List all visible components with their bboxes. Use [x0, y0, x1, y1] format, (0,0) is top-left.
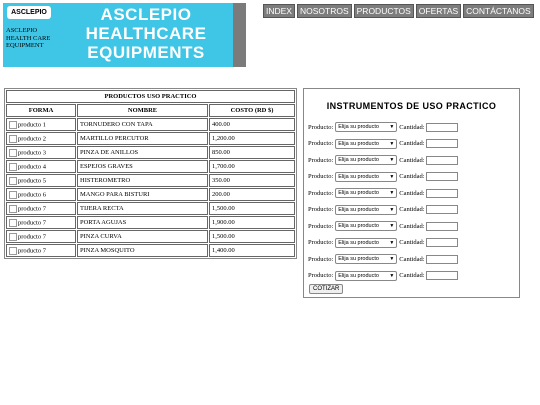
table-row	[6, 216, 295, 229]
qty-input[interactable]	[426, 189, 458, 198]
product-image	[6, 188, 76, 201]
broken-image-icon	[9, 205, 17, 213]
qty-label: Cantidad:	[399, 123, 425, 131]
table-row	[6, 118, 295, 131]
qty-label: Cantidad:	[399, 173, 425, 181]
products-table-container	[4, 88, 297, 259]
product-image	[6, 230, 76, 243]
product-label: Producto:	[308, 189, 334, 197]
chevron-down-icon: ▼	[389, 206, 395, 213]
product-select-value: Elija su producto	[338, 256, 379, 263]
product-name: PINZA MOSQUITO	[77, 244, 208, 257]
chevron-down-icon: ▼	[389, 239, 395, 246]
product-image	[6, 132, 76, 145]
product-name: HISTEROMETRO	[77, 174, 208, 187]
product-label: Producto:	[308, 222, 334, 230]
product-image	[6, 160, 76, 173]
table-row	[6, 146, 295, 159]
product-select-value: Elija su producto	[338, 190, 379, 197]
product-select[interactable]	[335, 188, 397, 198]
broken-image-icon	[9, 233, 17, 241]
header-nombre: NOMBRE	[77, 104, 208, 117]
order-row	[308, 218, 458, 235]
order-panel	[303, 88, 520, 298]
nav-contactanos[interactable]: CONTÁCTANOS	[463, 4, 534, 18]
nav-productos[interactable]: PRODUCTOS	[354, 4, 414, 18]
chevron-down-icon: ▼	[389, 124, 395, 131]
order-row	[308, 251, 458, 268]
product-name: PINZA DE ANILLOS	[77, 146, 208, 159]
product-cost: 850.00	[209, 146, 295, 159]
product-name: TIJERA RECTA	[77, 202, 208, 215]
product-image	[6, 244, 76, 257]
product-select-value: Elija su producto	[338, 272, 379, 279]
product-cost: 1,500.00	[209, 230, 295, 243]
product-image	[6, 216, 76, 229]
qty-label: Cantidad:	[399, 140, 425, 148]
product-name: MANGO PARA BISTURI	[77, 188, 208, 201]
logo-badge: ASCLEPIO	[7, 6, 51, 19]
product-label: Producto:	[308, 239, 334, 247]
table-row	[6, 188, 295, 201]
broken-image-icon	[9, 247, 17, 255]
product-image-alt: producto 7	[18, 204, 46, 212]
qty-input[interactable]	[426, 238, 458, 247]
product-image	[6, 146, 76, 159]
product-select-value: Elija su producto	[338, 239, 379, 246]
order-row	[308, 169, 458, 186]
product-name: PORTA AGUJAS	[77, 216, 208, 229]
broken-image-icon	[9, 191, 17, 199]
product-cost: 1,400.00	[209, 244, 295, 257]
product-select[interactable]	[335, 238, 397, 248]
qty-input[interactable]	[426, 271, 458, 280]
product-cost: 200.00	[209, 188, 295, 201]
qty-label: Cantidad:	[399, 156, 425, 164]
order-row	[308, 136, 458, 153]
product-image-alt: producto 1	[18, 120, 46, 128]
table-row	[6, 132, 295, 145]
products-table	[5, 89, 296, 258]
chevron-down-icon: ▼	[389, 157, 395, 164]
product-image-alt: producto 7	[18, 232, 46, 240]
product-image	[6, 174, 76, 187]
product-select-value: Elija su producto	[338, 206, 379, 213]
product-label: Producto:	[308, 255, 334, 263]
product-cost: 1,700.00	[209, 160, 295, 173]
product-label: Producto:	[308, 140, 334, 148]
chevron-down-icon: ▼	[389, 190, 395, 197]
product-label: Producto:	[308, 206, 334, 214]
product-select[interactable]	[335, 155, 397, 165]
chevron-down-icon: ▼	[389, 173, 395, 180]
table-row	[6, 230, 295, 243]
product-select-value: Elija su producto	[338, 173, 379, 180]
nav-ofertas[interactable]: OFERTAS	[416, 4, 461, 18]
header-forma: FORMA	[6, 104, 76, 117]
order-row	[308, 185, 458, 202]
qty-input[interactable]	[426, 255, 458, 264]
product-select[interactable]	[335, 254, 397, 264]
broken-image-icon	[9, 219, 17, 227]
product-select-value: Elija su producto	[338, 140, 379, 147]
table-row	[6, 160, 295, 173]
product-image-alt: producto 6	[18, 190, 46, 198]
product-image-alt: producto 3	[18, 148, 46, 156]
product-select[interactable]	[335, 122, 397, 132]
chevron-down-icon: ▼	[389, 140, 395, 147]
product-name: PINZA CURVA	[77, 230, 208, 243]
broken-image-icon	[9, 135, 17, 143]
table-row	[6, 174, 295, 187]
nav-index[interactable]: INDEX	[263, 4, 295, 18]
product-image	[6, 118, 76, 131]
product-cost: 400.00	[209, 118, 295, 131]
qty-label: Cantidad:	[399, 255, 425, 263]
product-cost: 1,900.00	[209, 216, 295, 229]
chevron-down-icon: ▼	[389, 223, 395, 230]
header-banner	[3, 3, 246, 67]
product-cost: 1,500.00	[209, 202, 295, 215]
product-select-value: Elija su producto	[338, 124, 379, 131]
product-label: Producto:	[308, 156, 334, 164]
product-label: Producto:	[308, 123, 334, 131]
nav-nosotros[interactable]: NOSOTROS	[297, 4, 352, 18]
table-row	[6, 202, 295, 215]
panel-title: INSTRUMENTOS DE USO PRACTICO	[326, 101, 497, 111]
product-cost: 1,200.00	[209, 132, 295, 145]
order-row	[308, 235, 458, 252]
order-rows	[308, 119, 458, 284]
product-select[interactable]	[335, 205, 397, 215]
brand-title	[61, 5, 231, 62]
qty-input[interactable]	[426, 172, 458, 181]
product-select-value: Elija su producto	[338, 157, 379, 164]
qty-input[interactable]	[426, 222, 458, 231]
chevron-down-icon: ▼	[389, 272, 395, 279]
qty-input[interactable]	[426, 156, 458, 165]
qty-input[interactable]	[426, 139, 458, 148]
product-select[interactable]	[335, 139, 397, 149]
broken-image-icon	[9, 177, 17, 185]
main-nav	[263, 4, 534, 18]
header-costo: COSTO (RD $)	[209, 104, 295, 117]
product-image-alt: producto 7	[18, 218, 46, 226]
order-row	[308, 119, 458, 136]
broken-image-icon	[9, 121, 17, 129]
product-image	[6, 202, 76, 215]
table-caption: PRODUCTOS USO PRACTICO	[6, 90, 295, 103]
qty-input[interactable]	[426, 205, 458, 214]
brand-title-line: EQUIPMENTS	[87, 43, 205, 62]
product-image-alt: producto 7	[18, 246, 46, 254]
brand-title-line: ASCLEPIO	[100, 5, 192, 24]
order-row	[308, 202, 458, 219]
product-name: ESPEJOS GRAVES	[77, 160, 208, 173]
cotizar-button[interactable]: COTIZAR	[309, 284, 343, 294]
qty-label: Cantidad:	[399, 272, 425, 280]
brand-title-line: HEALTHCARE	[85, 24, 207, 43]
broken-image-icon	[9, 163, 17, 171]
product-name: MARTILLO PERCUTOR	[77, 132, 208, 145]
product-select[interactable]	[335, 172, 397, 182]
qty-input[interactable]	[426, 123, 458, 132]
table-row	[6, 244, 295, 257]
product-label: Producto:	[308, 173, 334, 181]
product-cost: 350.00	[209, 174, 295, 187]
broken-image-icon	[9, 149, 17, 157]
qty-label: Cantidad:	[399, 189, 425, 197]
qty-label: Cantidad:	[399, 222, 425, 230]
chevron-down-icon: ▼	[389, 256, 395, 263]
product-name: TORNUDERO CON TAPA	[77, 118, 208, 131]
product-label: Producto:	[308, 272, 334, 280]
product-select[interactable]	[335, 271, 397, 281]
product-select[interactable]	[335, 221, 397, 231]
order-row	[308, 268, 458, 285]
qty-label: Cantidad:	[399, 206, 425, 214]
product-image-alt: producto 5	[18, 176, 46, 184]
order-row	[308, 152, 458, 169]
product-image-alt: producto 2	[18, 134, 46, 142]
banner-edge	[233, 3, 246, 67]
logo-image-alt: ASCLEPIO HEALTH CARE EQUIPMENT	[6, 27, 51, 49]
product-select-value: Elija su producto	[338, 223, 379, 230]
qty-label: Cantidad:	[399, 239, 425, 247]
product-image-alt: producto 4	[18, 162, 46, 170]
